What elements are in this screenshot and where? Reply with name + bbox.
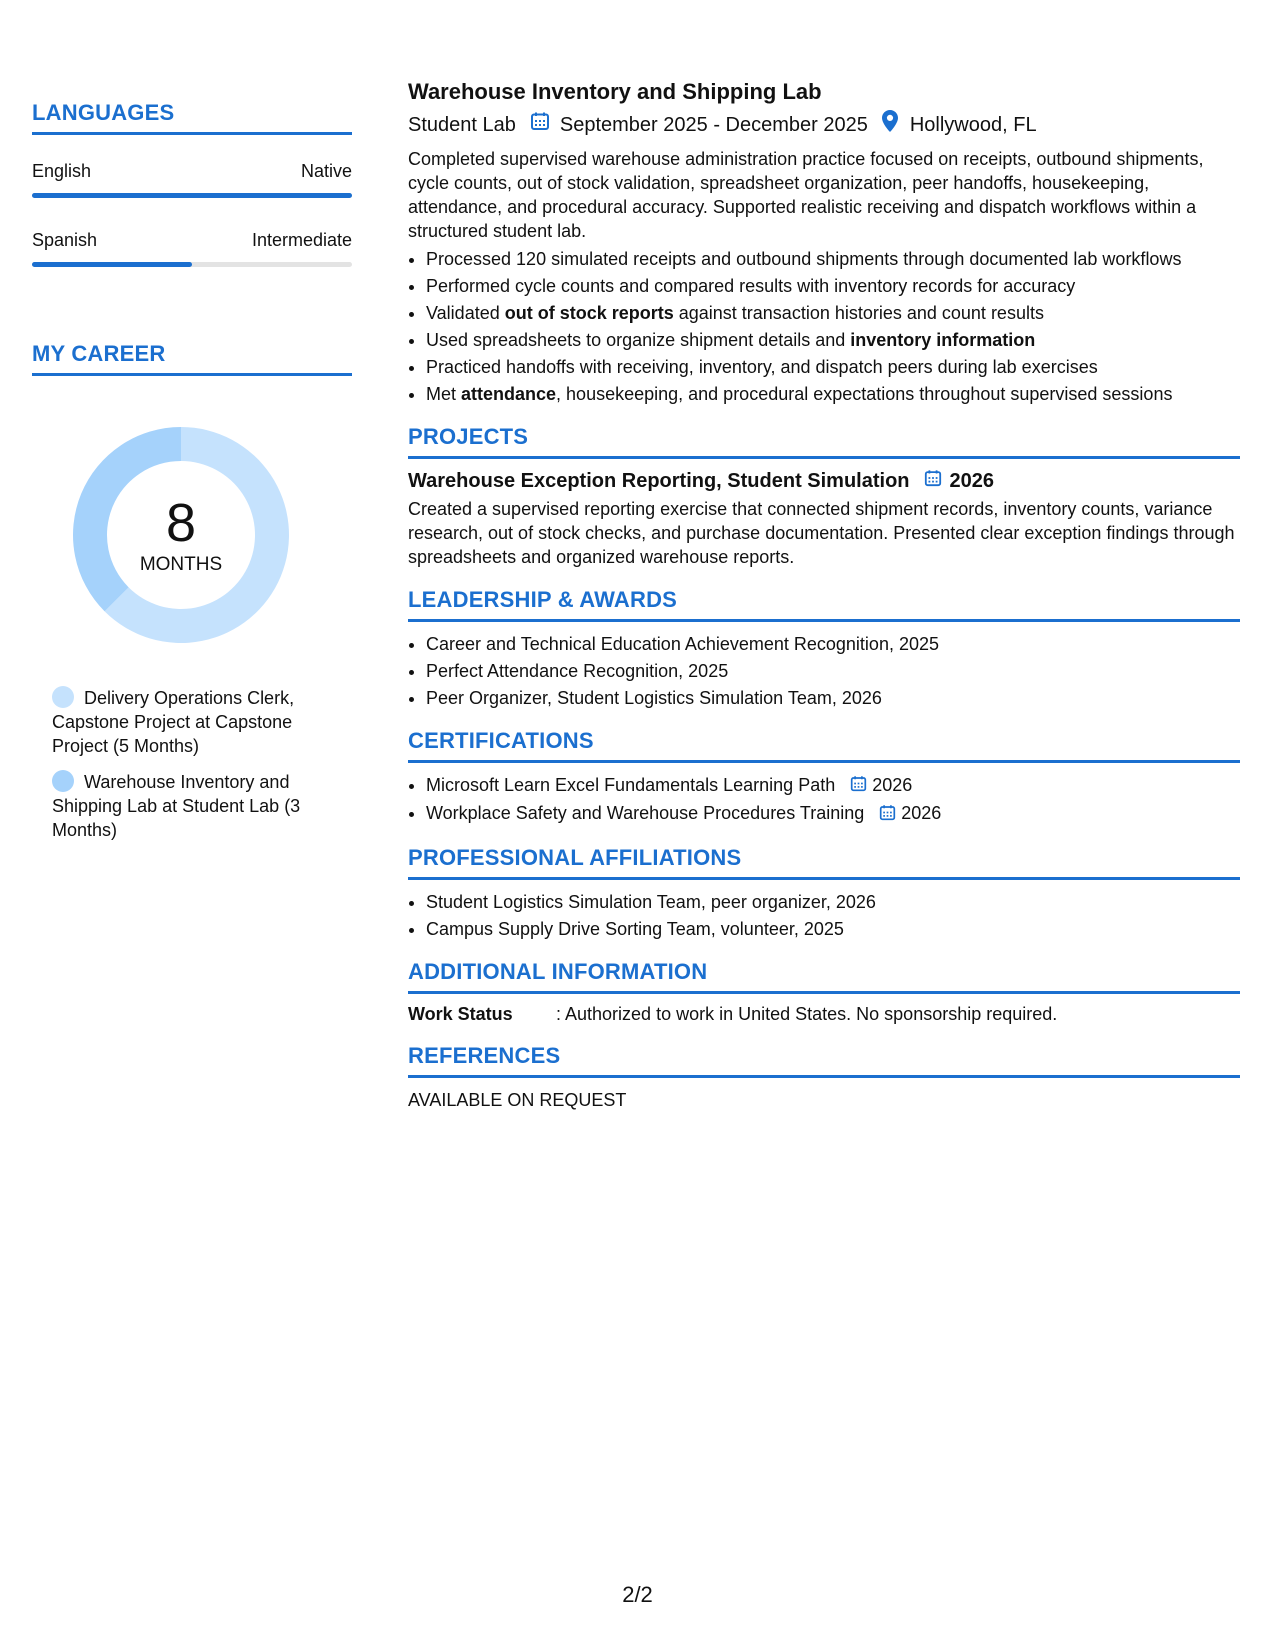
- career-legend-item: [52, 770, 322, 842]
- job-location: Hollywood, FL: [909, 113, 1037, 136]
- additional-info-heading: ADDITIONAL INFORMATION: [408, 959, 1240, 994]
- career-total-number: 8: [165, 493, 197, 553]
- list-item: • Performed cycle counts and compared results with inventory records for accuracy: [426, 274, 1240, 298]
- list-item: [426, 773, 1240, 798]
- affiliations-heading: PROFESSIONAL AFFILIATIONS: [408, 845, 1240, 880]
- list-item: [426, 801, 1240, 826]
- affiliations-list: [408, 890, 1240, 941]
- language-proficiency-bar: [32, 193, 352, 198]
- list-item: • Peer Organizer, Student Logistics Simulation Team, 2026: [426, 686, 1240, 710]
- languages-heading: LANGUAGES: [32, 100, 352, 135]
- references-heading: REFERENCES: [408, 1043, 1240, 1078]
- language-proficiency-fill: [32, 193, 352, 198]
- career-legend-text: Warehouse Inventory and Shipping Lab at Student Lab (3 Months): [52, 772, 301, 840]
- language-level: Intermediate: [251, 230, 352, 250]
- career-heading: MY CAREER: [32, 341, 352, 376]
- career-donut-chart: [66, 420, 296, 650]
- certification-year: 2026: [872, 775, 913, 795]
- language-item: [32, 230, 352, 267]
- job-dates: September 2025 - December 2025: [559, 113, 868, 136]
- page-number: 2/2: [622, 1582, 653, 1607]
- list-item: • Used spreadsheets to organize shipment details and inventory information: [426, 328, 1240, 352]
- list-item: • Student Logistics Simulation Team, peer organizer, 2026: [426, 890, 1240, 914]
- project-description: Created a supervised reporting exercise that connected shipment records, inventory counts, variance research, out of stock checks, and purchase documentation. Presented clear exception findings through spreadsheets and organized warehouse reports.: [408, 499, 1235, 567]
- info-key: Work Status: [408, 1003, 513, 1024]
- project-name: Warehouse Exception Reporting, Student Simulation: [408, 469, 910, 492]
- certifications-heading: CERTIFICATIONS: [408, 728, 1240, 763]
- calendar-icon: [879, 803, 896, 827]
- sidebar: [32, 100, 352, 854]
- additional-info-row: [408, 1004, 1240, 1025]
- leadership-list: [408, 632, 1240, 710]
- language-proficiency-bar: [32, 262, 352, 267]
- calendar-icon: [530, 111, 550, 138]
- info-value: : Authorized to work in United States. No sponsorship required.: [556, 1003, 1058, 1024]
- list-item: • Validated out of stock reports against transaction histories and count results: [426, 301, 1240, 325]
- main-content: [408, 78, 1240, 1111]
- projects-heading: PROJECTS: [408, 424, 1240, 459]
- job-bullets: [408, 247, 1240, 406]
- references-text: AVAILABLE ON REQUEST: [408, 1089, 627, 1110]
- language-name: English: [32, 161, 92, 181]
- job-org: Student Lab: [408, 113, 516, 136]
- project-year: 2026: [949, 469, 995, 492]
- certification-name: Microsoft Learn Excel Fundamentals Learning Path: [426, 775, 836, 795]
- career-legend: [52, 686, 322, 842]
- calendar-icon: [924, 469, 942, 493]
- list-item: • Met attendance, housekeeping, and procedural expectations throughout supervised sessions: [426, 382, 1240, 406]
- certification-year: 2026: [901, 803, 942, 824]
- calendar-icon: [850, 774, 867, 798]
- leadership-heading: LEADERSHIP & AWARDS: [408, 587, 1240, 622]
- list-item: • Perfect Attendance Recognition, 2025: [426, 659, 1240, 683]
- career-legend-text: Delivery Operations Clerk, Capstone Project at Capstone Project (5 Months): [52, 688, 295, 756]
- job-title: Warehouse Inventory and Shipping Lab: [408, 79, 822, 104]
- list-item: • Campus Supply Drive Sorting Team, volunteer, 2025: [426, 917, 1240, 941]
- legend-dot-icon: [52, 770, 74, 792]
- career-legend-item: [52, 686, 322, 758]
- job-description: Completed supervised warehouse administration practice focused on receipts, outbound shipments, cycle counts, out of stock validation, spreadsheet organization, peer handoffs, housekeeping, attendance, and procedural accuracy. Supported realistic receiving and dispatch workflows within a structured student lab.: [408, 149, 1204, 241]
- donut-center: [66, 420, 296, 650]
- legend-dot-icon: [52, 686, 74, 708]
- list-item: • Processed 120 simulated receipts and outbound shipments through documented lab workflows: [426, 247, 1240, 271]
- career-total-unit: MONTHS: [139, 554, 223, 575]
- certification-name: Workplace Safety and Warehouse Procedures Training: [426, 803, 865, 824]
- language-proficiency-fill: [32, 262, 192, 267]
- list-item: • Practiced handoffs with receiving, inventory, and dispatch peers during lab exercises: [426, 355, 1240, 379]
- language-level: Native: [300, 161, 352, 181]
- job-meta: [408, 110, 1240, 139]
- location-pin-icon: [882, 110, 898, 139]
- certifications-list: [408, 773, 1240, 827]
- list-item: • Career and Technical Education Achievement Recognition, 2025: [426, 632, 1240, 656]
- language-name: Spanish: [32, 230, 98, 250]
- project-title-row: [408, 469, 1240, 493]
- language-item: [32, 161, 352, 198]
